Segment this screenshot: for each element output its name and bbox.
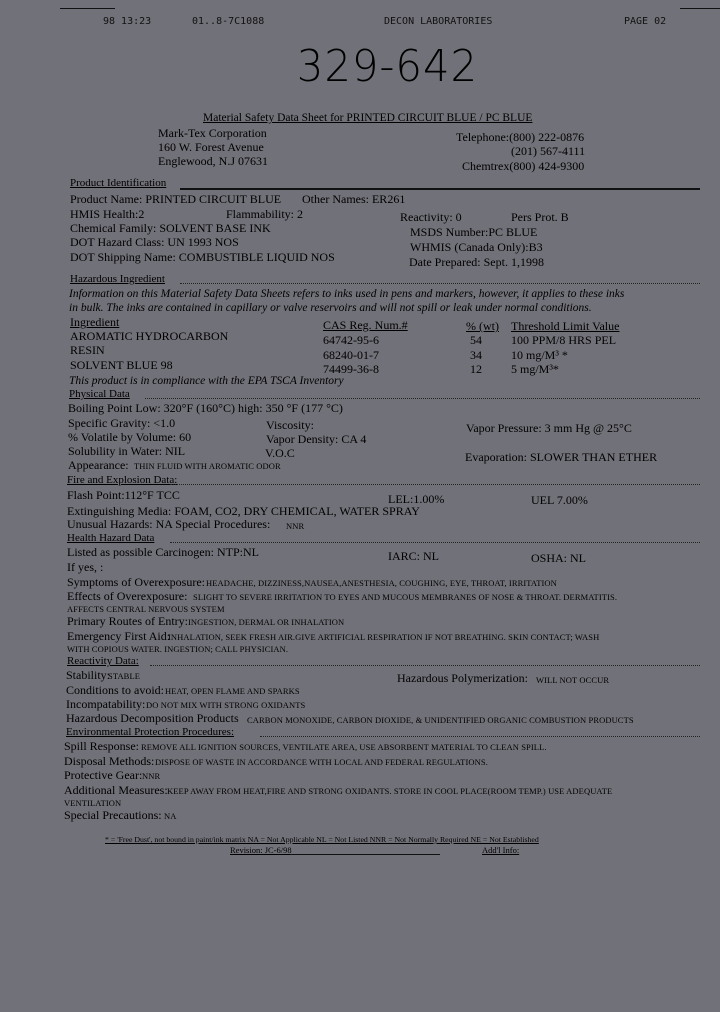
additional-measures-value: VENTILATION [64, 798, 122, 808]
pers-prot: Pers Prot. B [511, 210, 569, 224]
symptoms-value: HEADACHE, DIZZINESS,NAUSEA,ANESTHESIA, COUGHING, EYE, THROAT, IRRITATION [206, 578, 557, 588]
incompatability-label: Incompatability: [66, 697, 146, 711]
section-rule [170, 484, 700, 485]
first-aid-value: WITH COPIOUS WATER. INGESTION; CALL PHYSICIAN. [67, 644, 289, 654]
flammability: Flammability: 2 [226, 207, 303, 221]
uel: UEL 7.00% [531, 493, 588, 507]
chemtrex-phone: Chemtrex(800) 424-9300 [462, 159, 585, 173]
effects-label: Effects of Overexposure: [67, 589, 188, 603]
fax-number: 01..8-7C1088 [192, 16, 265, 27]
voc: V.O.C [265, 446, 295, 460]
osha: OSHA: NL [531, 551, 587, 565]
iarc: IARC: NL [388, 549, 439, 563]
dot-hazard-class: DOT Hazard Class: UN 1993 NOS [70, 235, 239, 249]
spill-label: Spill Response: [64, 739, 140, 753]
symptoms-label: Symptoms of Overexposure: [67, 575, 205, 589]
threshold-limit: 10 mg/M³ * [511, 348, 568, 362]
fax-rule [60, 8, 115, 9]
reactivity: Reactivity: 0 [400, 210, 462, 224]
disposal-label: Disposal Methods: [64, 754, 155, 768]
column-header: Ingredient [70, 315, 120, 329]
ingredient-name: AROMATIC HYDROCARBON [70, 329, 229, 343]
product-name: Product Name: PRINTED CIRCUIT BLUE [70, 192, 282, 206]
protective-gear-value: NNR [142, 771, 161, 781]
cas-number: 74499-36-8 [323, 362, 379, 376]
date-prepared: Date Prepared: Sept. 1,1998 [409, 255, 544, 269]
percent-wt: 12 [470, 362, 482, 376]
volatile-by-volume: % Volatile by Volume: 60 [68, 430, 192, 444]
protective-gear-label: Protective Gear: [64, 768, 143, 782]
vapor-density: Vapor Density: CA 4 [266, 432, 367, 446]
compliance-note: This product is in compliance with the EPA TSCA Inventory [69, 375, 344, 387]
revision-rule [290, 854, 440, 855]
section-rule [180, 283, 700, 284]
fax-rule [680, 8, 720, 9]
viscosity: Viscosity: [266, 418, 314, 432]
stability-label: Stability: [66, 668, 111, 682]
percent-wt: 54 [470, 333, 482, 347]
column-header: Threshold Limit Value [511, 319, 620, 333]
document-title: Material Safety Data Sheet for PRINTED CIRCUIT BLUE / PC BLUE [203, 112, 533, 124]
fax-page: PAGE 02 [624, 16, 667, 27]
section-heading: Reactivity Data: [67, 655, 139, 667]
special-precautions-label: Special Precautions: [64, 808, 162, 822]
first-aid-value: INHALATION, SEEK FRESH AIR.GIVE ARTIFICIAL RESPIRATION IF NOT BREATHING. SKIN CONTACT; WASH [168, 632, 600, 642]
polymerization-value: WILL NOT OCCUR [536, 675, 610, 685]
incompatability-value: DO NOT MIX WITH STRONG OXIDANTS [146, 700, 306, 710]
section-heading: Environmental Protection Procedures: [66, 726, 235, 738]
disposal-value: DISPOSE OF WASTE IN ACCORDANCE WITH LOCAL AND FEDERAL REGULATIONS. [155, 757, 488, 767]
cas-number: 64742-95-6 [323, 333, 379, 347]
additional-measures-label: Additional Measures: [64, 783, 168, 797]
telephone2: (201) 567-4111 [511, 144, 586, 158]
polymerization-label: Hazardous Polymerization: [397, 671, 528, 685]
effects-value: AFFECTS CENTRAL NERVOUS SYSTEM [67, 604, 225, 614]
section-rule [150, 665, 700, 666]
section-rule [170, 542, 700, 543]
first-aid-label: Emergency First Aid: [67, 629, 171, 643]
specific-gravity: Specific Gravity: <1.0 [68, 416, 176, 430]
if-yes: If yes, : [67, 560, 104, 574]
lel: LEL:1.00% [388, 492, 445, 506]
telephone: Telephone:(800) 222-0876 [456, 130, 585, 144]
stability-value: STABLE [108, 671, 141, 681]
conditions-label: Conditions to avoid: [66, 683, 165, 697]
decomposition-value: CARBON MONOXIDE, CARBON DIOXIDE, & UNIDENTIFIED ORGANIC COMBUSTION PRODUCTS [247, 715, 634, 725]
section-rule [145, 398, 700, 399]
extinguishing-media: Extinguishing Media: FOAM, CO2, DRY CHEMICAL, WATER SPRAY [67, 504, 420, 518]
company-address2: Englewood, N.J 07631 [158, 154, 268, 168]
special-procedures-value: NNR [286, 521, 305, 531]
section-heading: Hazardous Ingredient [70, 273, 165, 285]
info-text: Information on this Material Safety Data Sheets refers to inks used in pens and markers, however, it applies to these inks [69, 288, 625, 300]
percent-wt: 34 [470, 348, 482, 362]
other-names: Other Names: ER261 [302, 192, 406, 206]
additional-measures-value: KEEP AWAY FROM HEAT,FIRE AND STRONG OXIDANTS. STORE IN COOL PLACE(ROOM TEMP.) USE ADEQUATE [167, 786, 613, 796]
solubility: Solubility in Water: NIL [68, 444, 186, 458]
conditions-value: HEAT, OPEN FLAME AND SPARKS [165, 686, 300, 696]
hmis-health: HMIS Health:2 [70, 207, 145, 221]
unusual-hazards: Unusual Hazards: NA Special Procedures: [67, 517, 271, 531]
handwritten-number: 329-642 [296, 41, 479, 92]
routes-value: INGESTION, DERMAL OR INHALATION [188, 617, 345, 627]
threshold-limit: 5 mg/M³* [511, 362, 559, 376]
appearance-label: Appearance: [68, 458, 129, 472]
threshold-limit: 100 PPM/8 HRS PEL [511, 333, 617, 347]
vapor-pressure: Vapor Pressure: 3 mm Hg @ 25°C [466, 421, 632, 435]
carcinogen: Listed as possible Carcinogen: NTP:NL [67, 545, 259, 559]
evaporation: Evaporation: SLOWER THAN ETHER [465, 450, 658, 464]
appearance-value: THIN FLUID WITH AROMATIC ODOR [134, 461, 281, 471]
company-name: Mark-Tex Corporation [158, 126, 267, 140]
column-header: % (wt) [466, 319, 499, 333]
effects-value: SLIGHT TO SEVERE IRRITATION TO EYES AND MUCOUS MEMBRANES OF NOSE & THROAT. DERMATITIS. [193, 592, 618, 602]
ingredient-name: SOLVENT BLUE 98 [70, 358, 173, 372]
revision: Revision: JC-6/98 [230, 845, 292, 855]
flash-point: Flash Point:112°F TCC [67, 488, 180, 502]
whmis: WHMIS (Canada Only):B3 [410, 240, 543, 254]
info-text: in bulk. The inks are contained in capillary or valve reservoirs and will not spill or leak under normal conditions. [69, 302, 592, 314]
additional-info: Add'l Info: [482, 845, 520, 855]
section-heading: Health Hazard Data [67, 532, 155, 544]
ingredient-name: RESIN [70, 343, 105, 357]
fax-sender: DECON LABORATORIES [384, 16, 493, 27]
cas-number: 68240-01-7 [323, 348, 379, 362]
company-address1: 160 W. Forest Avenue [158, 140, 264, 154]
section-heading: Product Identification [70, 177, 167, 189]
dot-shipping-name: DOT Shipping Name: COMBUSTIBLE LIQUID NOS [70, 250, 335, 264]
fax-date: 98 13:23 [103, 16, 152, 27]
section-heading: Fire and Explosion Data: [67, 474, 178, 486]
spill-value: REMOVE ALL IGNITION SOURCES, VENTILATE AREA, USE ABSORBENT MATERIAL TO CLEAN SPILL. [141, 742, 547, 752]
boiling-point: Boiling Point Low: 320°F (160°C) high: 350 °F (177 °C) [68, 401, 343, 415]
section-heading: Physical Data [69, 388, 130, 400]
section-rule [260, 736, 700, 737]
routes-label: Primary Routes of Entry: [67, 614, 188, 628]
section-rule [180, 188, 700, 190]
column-header: CAS Reg. Num.# [323, 318, 408, 332]
abbreviation-legend: * = 'Free Dust', not bound in paint/ink matrix NA = Not Applicable NL = Not Listed NNR = Not Normally Required NE = Not Established [105, 835, 539, 844]
msds-number: MSDS Number:PC BLUE [410, 225, 538, 239]
chemical-family: Chemical Family: SOLVENT BASE INK [70, 221, 271, 235]
decomposition-label: Hazardous Decomposition Products [66, 711, 239, 725]
special-precautions-value: NA [164, 811, 177, 821]
